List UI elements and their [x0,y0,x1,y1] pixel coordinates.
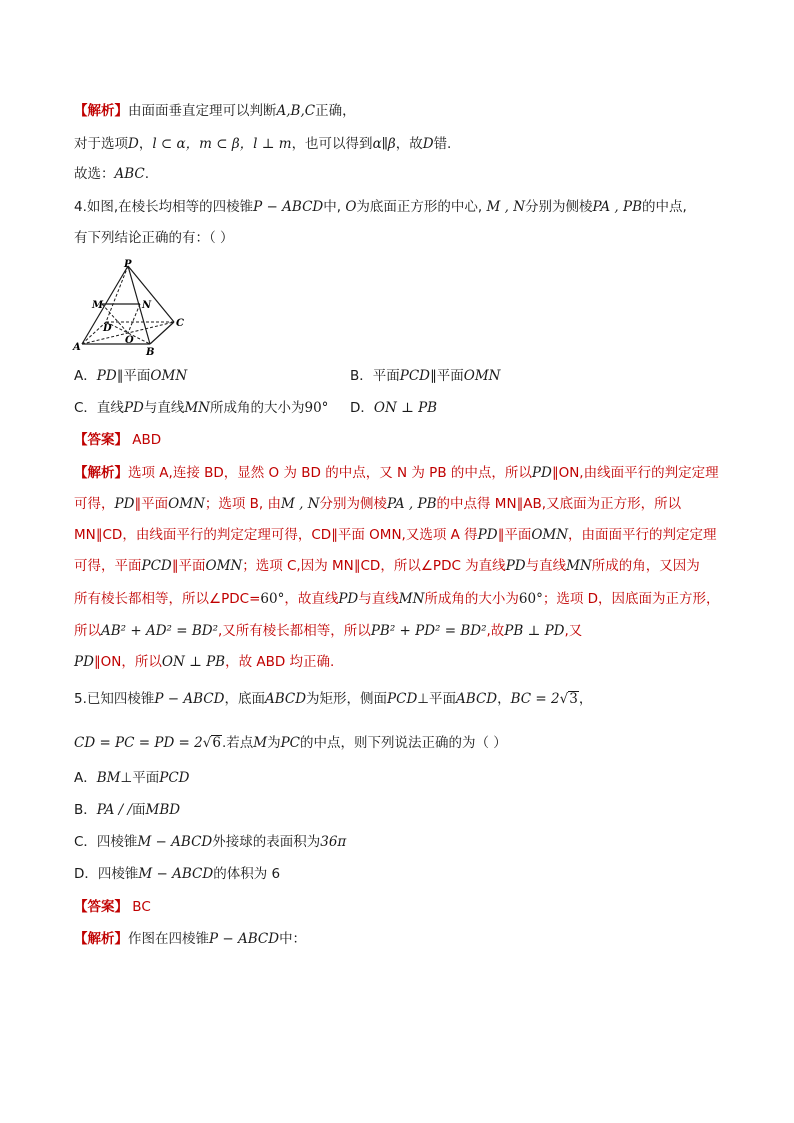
q5-stem-line-1: 5.已知四棱锥P − ABCD，底面ABCD为矩形，侧面PCD⊥平面ABCD，BC = 2√3， [74,691,593,707]
q4-solution-line-3: MN∥CD，由线面平行的判定定理可得，CD∥平面 OMN,又选项 A 得PD∥平面OMN，由面面平行的判定定理 [74,527,717,543]
q4-solution-line-6: 所以AB² + AD² = BD²,又所有棱长都相等，所以PB² + PD² = BD²,故PB ⊥ PD,又 [74,623,583,639]
q4-option-b: B．平面PCD∥平面OMN [350,368,501,384]
label-D: D [103,323,112,334]
label-A: A [73,342,81,353]
prev-solution-line-2: 对于选项D，l ⊂ α，m ⊂ β，l ⊥ m，也可以得到α∥β，故D错. [74,136,452,152]
label-C: C [176,318,184,329]
q4-solution-line-4: 可得，平面PCD∥平面OMN；选项 C,因为 MN∥CD，所以∠PDC 为直线PD与直线MN所成的角，又因为 [74,558,700,574]
pyramid-figure [70,258,190,356]
q5-option-a: A．BM⊥平面PCD [74,770,190,786]
q4-solution-line-2: 可得，PD∥平面OMN；选项 B, 由M , N分别为侧棱PA , PB的中点得 MN∥AB,又底面为正方形，所以 [74,496,682,512]
label-P: P [124,259,132,270]
segment-NO-hidden [128,304,140,333]
label-M: M [92,300,104,311]
q5-answer: 【答案】 BC [74,899,151,915]
sqrt-symbol: √ [559,691,569,707]
q5-option-c: C．四棱锥M − ABCD外接球的表面积为36π [74,834,347,850]
prev-answer-line: 故选：ABC. [74,166,150,182]
edge-PC [128,266,174,322]
q4-solution-line-1: 【解析】选项 A,连接 BD，显然 O 为 BD 的中点，又 N 为 PB 的中点，所以PD∥ON,由线面平行的判定定理 [74,465,719,481]
q4-stem-line-1: 4.如图,在棱长均相等的四棱锥P − ABCD中, O为底面正方形的中心, M , N分别为侧棱PA , PB的中点, [74,199,687,215]
prev-solution-line-1: 【解析】由面面垂直定理可以判断A,B,C正确， [74,103,356,119]
q4-solution-line-5: 所有棱长都相等，所以∠PDC=60°，故直线PD与直线MN所成角的大小为60°；选项 D，因底面为正方形， [74,591,720,607]
q4-stem-line-2: 有下列结论正确的有：（ ） [74,230,234,246]
label-O: O [125,335,134,346]
q4-option-a: A．PD∥平面OMN [74,368,188,384]
q4-solution-line-7: PD∥ON，所以ON ⊥ PB，故 ABD 均正确. [74,654,335,670]
q5-option-b: B．PA / /面MBD [74,802,181,818]
label-N: N [142,300,152,311]
q4-option-c: C．直线PD与直线MN所成角的大小为90° [74,400,329,416]
q5-stem-line-2: CD = PC = PD = 2√6.若点M为PC的中点，则下列说法正确的为（ ） [74,735,507,751]
analysis-tag: 【解析】 [74,103,128,119]
label-B: B [146,347,155,356]
q5-option-d: D．四棱锥M − ABCD的体积为 6 [74,866,281,882]
q5-solution-line-1: 【解析】作图在四棱锥P − ABCD中： [74,931,307,947]
edge-PD-hidden [106,266,128,322]
q4-option-d: D．ON ⊥ PB [350,400,438,416]
sqrt-symbol: √ [202,735,212,751]
q4-answer: 【答案】 ABD [74,432,162,448]
